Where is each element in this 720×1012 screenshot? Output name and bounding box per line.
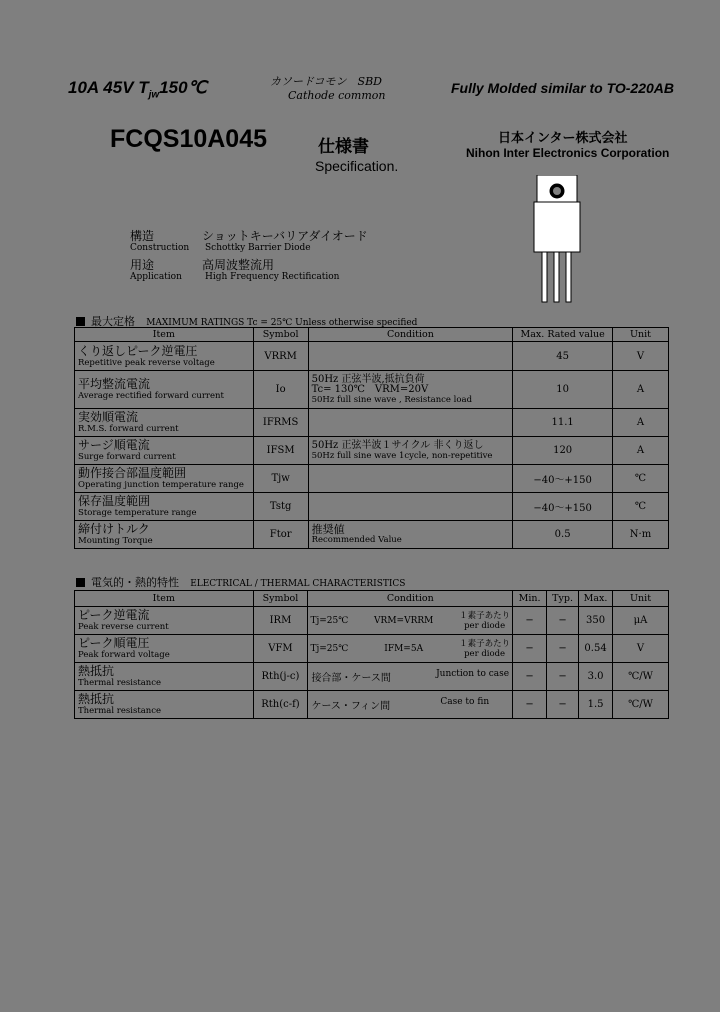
elec-title-jp: 電気的・熱的特性	[91, 576, 179, 589]
header-item: Item	[75, 328, 254, 342]
item-en: Mounting Torque	[78, 536, 153, 546]
header-unit: Unit	[613, 328, 669, 342]
max-ratings-table	[74, 327, 669, 549]
symbol: Tstg	[253, 493, 308, 521]
table-row	[75, 663, 669, 691]
min: −	[513, 663, 547, 691]
rating-temp: 150℃	[159, 78, 207, 97]
application-label-jp: 用途	[130, 258, 155, 272]
application-value-jp: 高周波整流用	[202, 258, 275, 272]
rating-headline	[68, 78, 207, 100]
min: −	[513, 691, 547, 719]
item-en: Peak forward voltage	[78, 650, 170, 660]
unit: V	[613, 342, 669, 371]
item-en: Operating junction temperature range	[78, 480, 244, 490]
construction-label-jp: 構造	[130, 229, 155, 243]
item-jp: 熱抵抗	[78, 692, 115, 706]
condition	[308, 493, 513, 521]
typ: −	[547, 663, 579, 691]
condition-jp: ケース・フィン間	[311, 701, 391, 712]
table-row	[75, 691, 669, 719]
item-en: Repetitive peak reverse voltage	[78, 357, 215, 368]
unit: N·m	[613, 521, 669, 549]
unit: ℃	[613, 465, 669, 493]
type-jp: カソードコモン SBD	[270, 75, 382, 88]
max: 0.54	[579, 635, 613, 663]
item-jp: 締付けトルク	[78, 522, 150, 536]
condition-jp: 50Hz 正弦半波１サイクル 非くり返し	[311, 439, 484, 451]
table-header-row	[75, 328, 669, 342]
symbol: VRRM	[253, 342, 308, 371]
header-condition: Condition	[308, 591, 513, 607]
condition-en: Recommended Value	[311, 534, 402, 545]
header-max-value: Max. Rated value	[513, 328, 613, 342]
header-symbol: Symbol	[253, 591, 308, 607]
condition-en: Case to fin	[440, 697, 490, 707]
condition-bias: VRM=VRRM	[374, 615, 434, 626]
symbol: Io	[253, 371, 308, 409]
bullet-square-icon	[76, 578, 85, 587]
typ: −	[547, 607, 579, 635]
elec-title-en: ELECTRICAL / THERMAL CHARACTERISTICS	[190, 579, 406, 589]
condition	[308, 342, 513, 371]
unit: ℃/W	[613, 663, 669, 691]
item-en: Storage temperature range	[78, 508, 197, 518]
condition-en: 50Hz full sine wave , Resistance load	[311, 394, 473, 405]
item-jp: 熱抵抗	[78, 664, 115, 678]
elec-heading	[76, 574, 405, 590]
header-condition: Condition	[308, 328, 513, 342]
item-jp: サージ順電流	[78, 438, 150, 452]
symbol: IFSM	[253, 437, 308, 465]
condition-jp-2: Tc= 130℃ VRM=20V	[311, 383, 429, 395]
table-row	[75, 607, 669, 635]
value: 10	[513, 371, 613, 409]
bullet-square-icon	[76, 317, 85, 326]
typ: −	[547, 635, 579, 663]
item-jp: 保存温度範囲	[78, 494, 151, 508]
item-jp: くり返しピーク逆電圧	[78, 343, 198, 358]
table-row	[75, 437, 669, 465]
condition	[308, 409, 513, 437]
condition-en: 50Hz full sine wave 1cycle, non-repetitive	[311, 450, 493, 461]
item-en: R.M.S. forward current	[78, 424, 179, 434]
symbol: IFRMS	[253, 409, 308, 437]
unit: V	[613, 635, 669, 663]
table-row	[75, 493, 669, 521]
condition-jp: 50Hz 正弦半波,抵抗負荷	[311, 373, 425, 385]
table-row	[75, 371, 669, 409]
condition-temp: Tj=25℃	[310, 615, 349, 626]
value: −40〜+150	[513, 493, 613, 521]
value: −40〜+150	[513, 465, 613, 493]
max: 1.5	[579, 691, 613, 719]
construction-value-jp: ショットキーバリアダイオード	[202, 229, 368, 243]
package-text: Fully Molded similar to TO-220AB	[451, 80, 675, 96]
condition-bias: IFM=5A	[384, 643, 424, 654]
item-jp: ピーク順電圧	[78, 636, 150, 650]
table-row	[75, 635, 669, 663]
table-row	[75, 521, 669, 549]
symbol: VFM	[253, 635, 308, 663]
header-item: Item	[75, 591, 254, 607]
elec-table	[74, 590, 669, 719]
symbol: Rth(j-c)	[253, 663, 308, 691]
application-value-en: High Frequency Rectification	[205, 272, 340, 282]
type-en: Cathode common	[288, 89, 386, 102]
symbol: Ftor	[253, 521, 308, 549]
item-en: Peak reverse current	[78, 622, 169, 632]
condition-jp: １素子あたり	[459, 610, 511, 621]
value: 0.5	[513, 521, 613, 549]
min: −	[513, 635, 547, 663]
table-row	[75, 409, 669, 437]
unit: ℃	[613, 493, 669, 521]
unit: μA	[613, 607, 669, 635]
package-drawing	[527, 175, 587, 303]
min: −	[513, 607, 547, 635]
max-ratings-title-en: MAXIMUM RATINGS Tc = 25℃ Unless otherwise specified	[146, 318, 418, 328]
symbol: IRM	[253, 607, 308, 635]
rating-text: 10A 45V T	[68, 78, 149, 97]
item-en: Surge forward current	[78, 452, 176, 462]
condition-jp: 推奨値	[311, 522, 345, 536]
condition	[308, 465, 513, 493]
table-header-row	[75, 591, 669, 607]
item-en: Thermal resistance	[78, 678, 162, 688]
unit: A	[613, 371, 669, 409]
table-row	[75, 342, 669, 371]
construction-label-en: Construction	[130, 243, 190, 253]
header-min: Min.	[513, 591, 547, 607]
item-en: Thermal resistance	[78, 706, 162, 716]
symbol: Rth(c-f)	[253, 691, 308, 719]
item-jp: 実効順電流	[78, 410, 139, 424]
application-label-en: Application	[130, 272, 182, 282]
condition-jp: １素子あたり	[459, 638, 511, 649]
condition-en: Junction to case	[436, 669, 510, 679]
value: 45	[513, 342, 613, 371]
company-jp: 日本インター株式会社	[498, 131, 628, 146]
condition-temp: Tj=25℃	[310, 643, 349, 654]
symbol: Tjw	[253, 465, 308, 493]
header-unit: Unit	[613, 591, 669, 607]
item-en: Average rectified forward current	[78, 391, 224, 401]
max-ratings-title-jp: 最大定格	[91, 315, 135, 328]
header-typ: Typ.	[547, 591, 579, 607]
item-jp: 動作接合部温度範囲	[78, 466, 187, 480]
value: 11.1	[513, 409, 613, 437]
construction-value-en: Schottky Barrier Diode	[205, 243, 311, 253]
max: 350	[579, 607, 613, 635]
spec-title-jp: 仕様書	[318, 137, 369, 157]
condition-jp: 接合部・ケース間	[311, 673, 391, 684]
spec-title-en: Specification.	[315, 158, 399, 174]
item-jp: ピーク逆電流	[78, 608, 150, 622]
max: 3.0	[579, 663, 613, 691]
header-symbol: Symbol	[253, 328, 308, 342]
part-number: FCQS10A045	[110, 125, 268, 153]
typ: −	[547, 691, 579, 719]
condition-en: per diode	[464, 648, 506, 659]
unit: ℃/W	[613, 691, 669, 719]
value: 120	[513, 437, 613, 465]
table-row	[75, 465, 669, 493]
unit: A	[613, 409, 669, 437]
rating-subscript: jw	[148, 89, 160, 101]
unit: A	[613, 437, 669, 465]
item-jp: 平均整流電流	[78, 377, 151, 391]
company-en: Nihon Inter Electronics Corporation	[466, 146, 670, 160]
header-max: Max.	[579, 591, 613, 607]
condition-en: per diode	[464, 620, 506, 631]
